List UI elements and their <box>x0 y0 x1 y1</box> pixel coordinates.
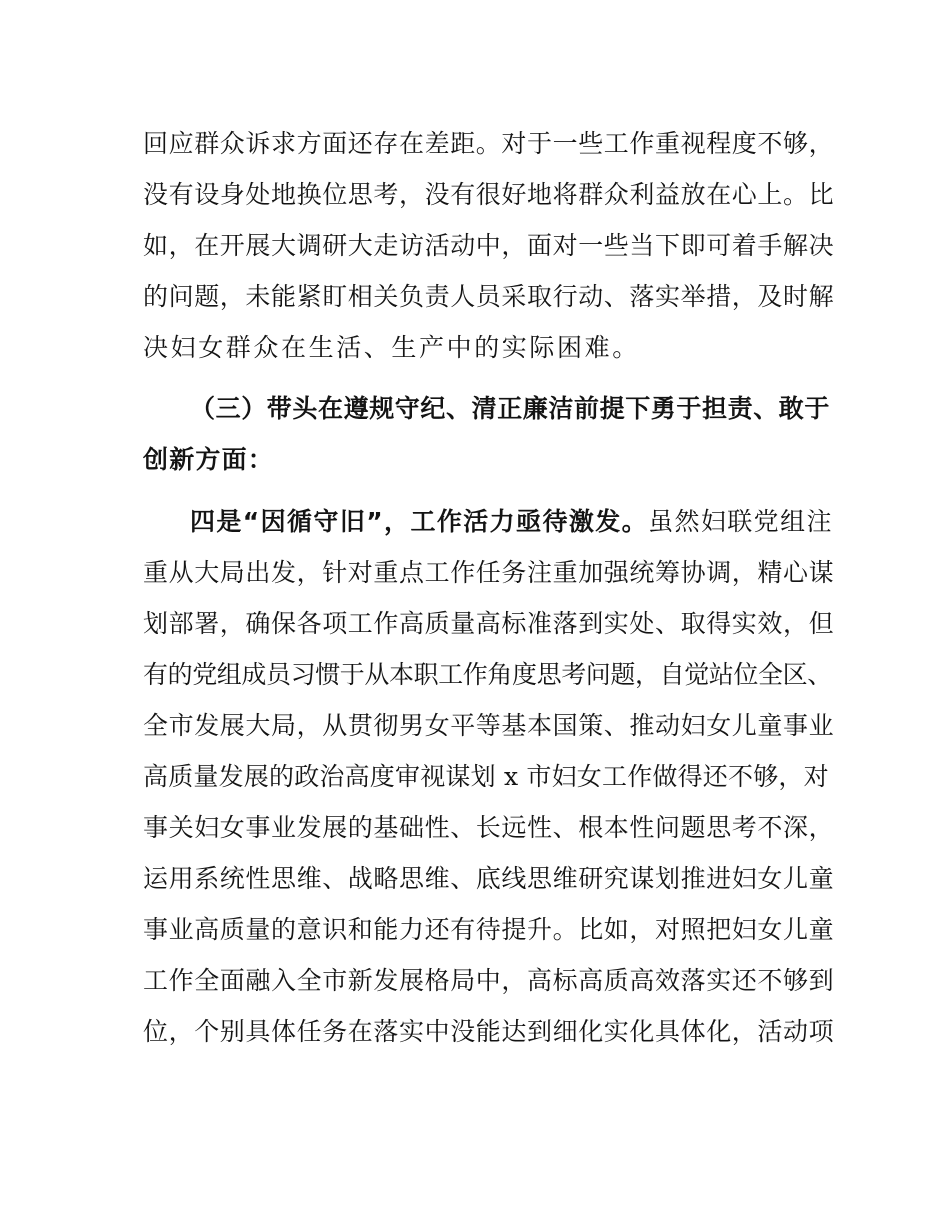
paragraph-2-line-2: 重从大局出发，针对重点工作任务注重加强统筹协调，精心谋 <box>143 558 835 587</box>
paragraph-1-line-2: 没有设身处地换位思考，没有很好地将群众利益放在心上。比 <box>143 180 835 209</box>
paragraph-1-line-3: 如，在开展大调研大走访活动中，面对一些当下即可着手解决 <box>143 231 835 260</box>
paragraph-2-line-7: 事关妇女事业发展的基础性、长远性、根本性问题思考不深， <box>143 813 835 842</box>
paragraph-2-line-5: 全市发展大局，从贯彻男女平等基本国策、推动妇女儿童事业 <box>143 711 835 740</box>
paragraph-2-lead-bold: 四是“因循守旧”，工作活力亟待激发。 <box>190 507 649 536</box>
paragraph-2-line-9: 事业高质量的意识和能力还有待提升。比如，对照把妇女儿童 <box>143 915 835 944</box>
section-heading-line-1: （三）带头在遵规守纪、清正廉洁前提下勇于担责、敢于 <box>190 394 831 423</box>
paragraph-2-line-11: 位，个别具体任务在落实中没能达到细化实化具体化，活动项 <box>143 1017 835 1046</box>
paragraph-1-line-1: 回应群众诉求方面还存在差距。对于一些工作重视程度不够， <box>143 129 835 158</box>
paragraph-2-line-6: 高质量发展的政治高度审视谋划 x 市妇女工作做得还不够，对 <box>143 762 829 791</box>
paragraph-2-line-8: 运用系统性思维、战略思维、底线思维研究谋划推进妇女儿童 <box>143 864 835 893</box>
paragraph-2-line-3: 划部署，确保各项工作高质量高标准落到实处、取得实效，但 <box>143 609 835 638</box>
paragraph-2-line-10: 工作全面融入全市新发展格局中，高标高质高效落实还不够到 <box>143 966 835 995</box>
paragraph-2-line-1 <box>190 502 833 542</box>
paragraph-2-line-4: 有的党组成员习惯于从本职工作角度思考问题，自觉站位全区、 <box>143 660 832 689</box>
paragraph-2-lead-rest: 虽然妇联党组注 <box>648 507 833 536</box>
paragraph-1-line-4: 的问题，未能紧盯相关负责人员采取行动、落实举措，及时解 <box>143 282 835 311</box>
section-heading-line-2: 创新方面： <box>143 445 275 474</box>
paragraph-1-line-5: 决妇女群众在生活、生产中的实际困难。 <box>143 333 640 362</box>
